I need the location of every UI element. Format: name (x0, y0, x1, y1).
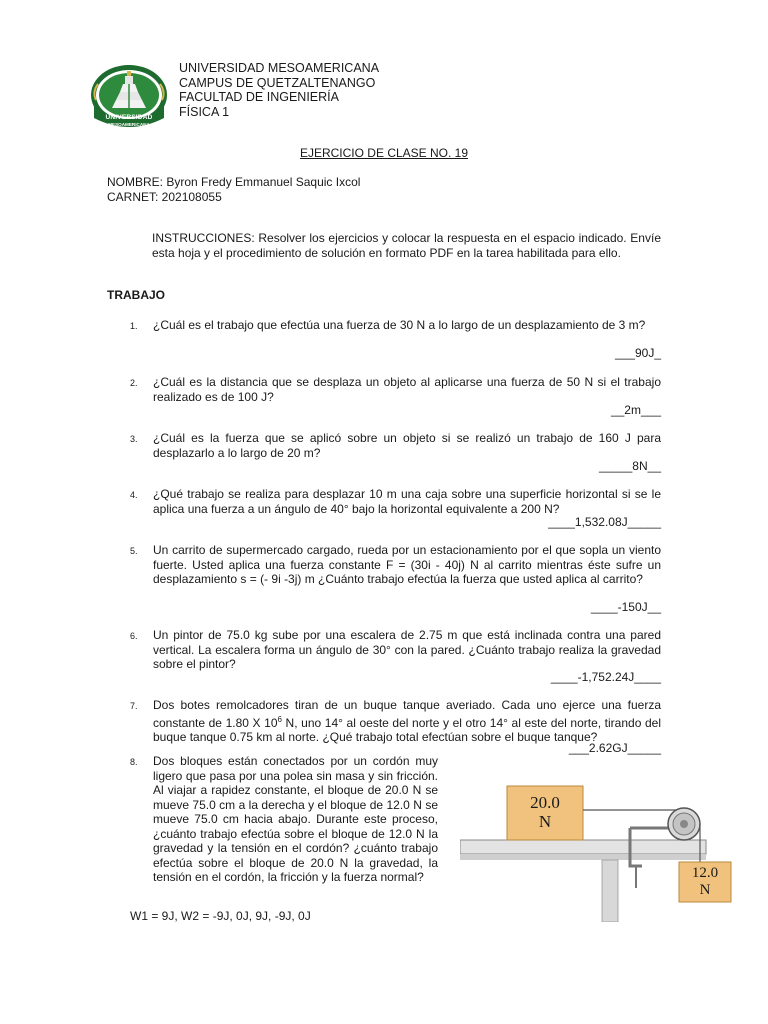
logo-text-line-1: UNIVERSIDAD (105, 114, 153, 121)
question-text: ¿Cuál es la distancia que se desplaza un objeto al aplicarse una fuerza de 50 N si el trabajo realizado es de 100 J? (153, 375, 661, 404)
pulley-figure (460, 776, 736, 922)
header-campus: CAMPUS DE QUETZALTENANGO (179, 75, 376, 90)
student-carnet: CARNET: 202108055 (107, 190, 222, 204)
question-text: Un pintor de 75.0 kg sube por una escalera de 2.75 m que está inclinada contra una pared vertical. La escalera forma un ángulo de 30° con la pared. ¿Cuánto trabajo realiza la gravedad sobre el pintor? (153, 628, 661, 671)
block-top-value: 20.0 (530, 793, 560, 812)
student-name: NOMBRE: Byron Fredy Emmanuel Saquic Ixcol (107, 175, 361, 189)
answer-blank: ___90J_ (614, 346, 661, 360)
question-text (153, 698, 661, 745)
question-text-part: Dos botes remolcadores tiran de un buque tanque averiado. Cada uno ejerce una fuerza constante de 1.80 X 10 (153, 698, 661, 730)
question-number: 8. (130, 757, 138, 767)
block-top-unit: N (538, 812, 552, 831)
answer-blank: ____-1,752.24J____ (550, 670, 661, 684)
question-text-part: N, uno 14° al oeste del norte y el otro 14° al este del norte, tirando del buque tanque 0.75 km al norte. ¿Qué trabajo total efectúan sobre el buque tanque? (153, 715, 661, 744)
question-text: ¿Cuál es el trabajo que efectúa una fuerza de 30 N a lo largo de un desplazamiento de 3 m? (153, 318, 646, 332)
section-heading: TRABAJO (107, 288, 166, 302)
question-number: 7. (130, 701, 138, 711)
header-faculty: FACULTAD DE INGENIERÍA (179, 90, 339, 104)
block-hanging-unit: N (699, 882, 711, 898)
university-logo (88, 62, 170, 132)
page-title: EJERCICIO DE CLASE NO. 19 (299, 146, 469, 160)
question-number: 6. (130, 631, 138, 641)
pulley-diagram (460, 776, 736, 922)
question-text: Un carrito de supermercado cargado, rueda por un estacionamiento por el que sopla un viento fuerte. Usted aplica una fuerza constante F = (30i - 40j) N al carrito mientras éste sufre un desplazamiento s = (- 9i -3j) m ¿Cuánto trabajo efectúa la fuerza que usted aplica al carrito? (153, 543, 661, 586)
logo-text-line-2: MESOAMERICANA (108, 122, 150, 127)
question-text: ¿Qué trabajo se realiza para desplazar 10 m una caja sobre una superficie horizontal si se le aplica una fuerza a un ángulo de 40° bajo la horizontal equivalente a 200 N? (153, 487, 661, 516)
answer-text: W1 = 9J, W2 = -9J, 0J, 9J, -9J, 0J (130, 909, 311, 923)
question-number: 5. (130, 546, 138, 556)
question-number: 4. (130, 490, 138, 500)
question-text: ¿Cuál es la fuerza que se aplicó sobre un objeto si se realizó un trabajo de 160 J para desplazarlo a lo largo de 20 m? (153, 431, 661, 460)
question-number: 3. (130, 434, 138, 444)
answer-blank: __2m___ (610, 403, 661, 417)
answer-blank: ____-150J__ (590, 600, 661, 614)
block-hanging-value: 12.0 (691, 865, 719, 881)
question-number: 1. (130, 321, 138, 331)
answer-blank: ____1,532.08J_____ (548, 515, 661, 529)
question-number: 2. (130, 378, 138, 388)
exponent: 6 (277, 714, 282, 724)
instructions: INSTRUCCIONES: Resolver los ejercicios y colocar la respuesta en el espacio indicado. Envíe esta hoja y el procedimiento de solución en formato PDF en la tarea habilitada para ello. (152, 231, 661, 260)
header-course: FÍSICA 1 (179, 104, 230, 119)
answer-blank: ___2.62GJ_____ (568, 741, 661, 755)
answer-blank: _____8N__ (598, 459, 661, 473)
header-university: UNIVERSIDAD MESOAMERICANA (179, 61, 380, 75)
question-text: Dos bloques están conectados por un cordón muy ligero que pasa por una polea sin masa y sin fricción. Al viajar a rapidez constante, el bloque de 20.0 N se mueve 75.0 cm a la derecha y el bloque de 12.0 N se mueve 75.0 cm hacia abajo. Durante este proceso, ¿cuánto trabajo efectúa sobre el bloque de 12.0 N la gravedad y la tensión en el cordón? ¿cuánto trabajo efectúa sobre el bloque de 20.0 N la gravedad, la tensión en el cordón, la fricción y la fuerza normal? (153, 754, 438, 884)
